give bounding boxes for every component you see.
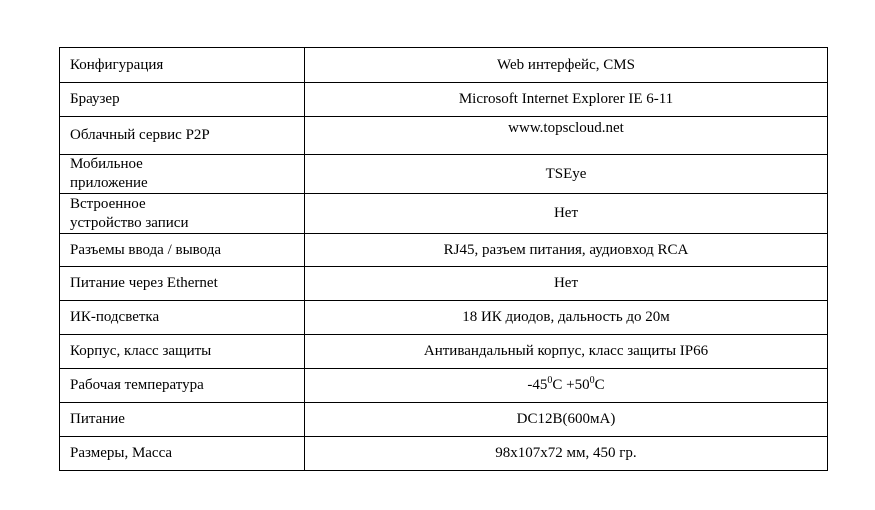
row-value: Web интерфейс, CMS: [305, 48, 828, 83]
table-row-power: [60, 403, 828, 437]
row-value: 98x107x72 мм, 450 гр.: [305, 437, 828, 471]
temp-max-text: C +50: [552, 377, 590, 393]
row-label-line: устройство записи: [70, 214, 189, 231]
row-value: 18 ИК диодов, дальность до 20м: [305, 301, 828, 335]
degree-superscript: 0: [589, 375, 595, 386]
row-value: RJ45, разъем питания, аудиовход RCA: [305, 234, 828, 267]
row-value: Нет: [305, 194, 828, 234]
row-label: ИК-подсветка: [60, 301, 305, 335]
row-label: Браузер: [60, 83, 305, 117]
row-label: Разъемы ввода / вывода: [60, 234, 305, 267]
row-value: TSEye: [305, 155, 828, 194]
row-label-line: приложение: [70, 175, 148, 191]
row-label: Облачный сервис P2P: [60, 117, 305, 155]
row-label: Размеры, Масса: [60, 437, 305, 471]
table-row-ir-illumination: [60, 301, 828, 335]
row-label: Корпус, класс защиты: [60, 335, 305, 369]
table-row-housing: [60, 335, 828, 369]
table-row-dimensions-weight: [60, 437, 828, 471]
row-value: Microsoft Internet Explorer IE 6-11: [305, 83, 828, 117]
row-value: Нет: [305, 267, 828, 301]
row-value: DC12В(600мА): [305, 403, 828, 437]
row-label-line: Мобильное: [70, 156, 143, 172]
table-row-configuration: [60, 48, 828, 83]
table-row-io-connectors: [60, 234, 828, 267]
row-value: www.topscloud.net: [305, 117, 828, 155]
table-row-mobile-app: [60, 155, 828, 194]
row-value: [305, 369, 828, 403]
row-value: Антивандальный корпус, класс защиты IP66: [305, 335, 828, 369]
table-row-operating-temperature: [60, 369, 828, 403]
table-row-built-in-recorder: [60, 194, 828, 234]
row-label: [60, 155, 305, 194]
row-label: [60, 194, 305, 234]
row-label-line: Встроенное: [70, 195, 146, 212]
table-row-browser: [60, 83, 828, 117]
temp-unit-text: C: [594, 377, 605, 393]
row-label: Питание через Ethernet: [60, 267, 305, 301]
table-row-poe: [60, 267, 828, 301]
row-label: Конфигурация: [60, 48, 305, 83]
specifications-table: [59, 47, 828, 471]
degree-superscript: 0: [547, 375, 553, 386]
temp-min-text: -45: [527, 377, 548, 393]
row-label: Рабочая температура: [60, 369, 305, 403]
row-label: Питание: [60, 403, 305, 437]
table-row-cloud-service: [60, 117, 828, 155]
